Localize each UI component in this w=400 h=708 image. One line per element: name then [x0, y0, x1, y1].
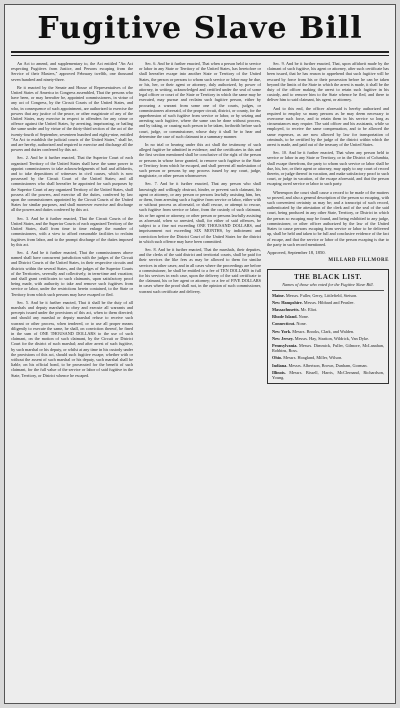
paragraph: An Act to amend, and supplementary to, the Act entitled "An Act respecting Fugitives from Justice, and Persons escaping from the Service of their Masters," approved February twelfth, one thousand seven hundred and ninety-three. — [11, 61, 133, 82]
page-title: Fugitive Slave Bill — [37, 11, 363, 46]
paragraph: In no trial or hearing under this act shall the testimony of such alleged fugitive be admitted in evidence; and the certificates in this and the first section mentioned shall be conclusive of the right of the person or persons in whose favor granted, to remove such fugitive to the State or Territory from which he escaped, and shall prevent all molestation of such person or persons by any process issued by any court, judge, magistrate, or other person whomsoever. — [139, 142, 261, 179]
paragraph: And to this end, the officer aforesaid is hereby authorized and required to employ so many persons as he may deem necessary to overcome such force, and to retain them in his service so long as circumstances may require. The said officer and his assistants, while so employed, to receive the same compensation, and to be allowed the same expenses, as are now allowed by law for transportation of criminals, to be certified by the judge of the district within which the arrest is made, and paid out of the treasury of the United States. — [267, 105, 389, 148]
black-list-subtitle: Names of those who voted for the Fugitive Slave Bill. — [282, 282, 374, 288]
state-label: Illinois. — [272, 369, 286, 375]
list-item — [272, 343, 384, 353]
state-label: Connecticut. — [272, 321, 296, 327]
state-label: New Jersey. — [272, 335, 294, 341]
column-1 — [11, 61, 133, 697]
list-item — [272, 307, 384, 312]
state-label: Ohio. — [272, 355, 283, 361]
names: None. — [298, 314, 310, 320]
list-item — [272, 363, 384, 368]
list-item — [272, 300, 384, 305]
state-label: New Hampshire. — [272, 299, 303, 305]
paragraph: Sec. 4. And be it further enacted, That the commissioners above named shall have concurrent jurisdiction with the judges of the Circuit and District Courts of the United States, in their respective circuits and districts within the several States, and the judges of the Superior Courts of the Territories, severally and collectively, in term-time and vacation; and shall grant certificates to such claimants, upon satisfactory proof being made, with authority to take and remove such fugitives from service or labor, under the restrictions herein contained, to the State or Territory from which such persons may have escaped or fled. — [11, 249, 133, 297]
black-list-title: THE BLACK LIST. — [294, 273, 362, 282]
state-label: New York. — [272, 328, 292, 334]
paragraph: Sec. 3. And be it further enacted, That the Circuit Courts of the United States, and the Superior Courts of each organized Territory of the United States, shall from time to time enlarge the number of commissioners, with a view to afford reasonable facilities to reclaim fugitives from labor, and to the prompt discharge of the duties imposed by this act. — [11, 215, 133, 247]
names: Messrs. Bissell, Harris, McClernand, Richardson, Young. — [272, 369, 384, 380]
state-label: Indiana. — [272, 362, 288, 368]
paragraph: Sec. 6. And be it further enacted, That when a person held to service or labor in any State or Territory of the United States, has heretofore or shall hereafter escape into another State or Territory of the United States, the person or persons to whom such service or labor may be due, or his, her, or their agent or attorney, duly authorized, by power of attorney, in writing, acknowledged and certified under the seal of some legal officer or court of the State or Territory in which the same may be executed, may pursue and reclaim such fugitive person, either by procuring a warrant from some one of the courts, judges, or commissioners aforesaid, of the proper circuit, district, or county, for the apprehension of such fugitive from service or labor, or by seizing and arresting such fugitive, where the same can be done without process, and by taking, or causing such person to be taken, forthwith before such court, judge, or commissioner, whose duty it shall be to hear and determine the case of such claimant in a summary manner. — [139, 61, 261, 139]
title-rule-thin — [11, 55, 389, 56]
list-item — [272, 355, 384, 360]
names: Messrs. Brooks, Clark, and Walden. — [292, 328, 355, 334]
paragraph: Whereupon the court shall cause a record to be made of the matters so proved, and also a general description of the person so escaping, with such convenient certainty as may be; and a transcript of such record, authenticated by the attestation of the clerk and of the seal of the said court, being produced in any other State, Territory, or District in which the person so escaping may be found, and being exhibited to any judge, commissioner, or other officer authorized by the law of the United States to cause persons escaping from service or labor to be delivered up, shall be held and taken to be full and conclusive evidence of the fact of escape, and that the service or labor of the person escaping is due to the party in such record mentioned. — [267, 189, 389, 247]
paragraph: Sec. 7. And be it further enacted, That any person who shall knowingly and willingly obstruct, hinder, or prevent such claimant, his agent or attorney, or any person or persons lawfully assisting him, her, or them, from arresting such a fugitive from service or labor, either with or without process as aforesaid, or shall rescue, or attempt to rescue, such fugitive from service or labor, from the custody of such claimant, his or her agent or attorney, or other person or persons lawfully assisting as aforesaid, when so arrested, shall, for either of said offences, be subject to a fine not exceeding ONE THOUSAND DOLLARS, and imprisonment not exceeding SIX MONTHS, by indictment and conviction before the District Court of the United States for the district in which such offence may have been committed. — [139, 181, 261, 244]
list-item — [272, 321, 384, 326]
list-item — [272, 370, 384, 380]
list-item — [272, 293, 384, 298]
state-label: Massachusetts. — [272, 306, 300, 312]
list-item — [272, 329, 384, 334]
paragraph: Sec. 8. And be it further enacted, That the marshals, their deputies, and the clerks of the said district and territorial courts, shall be paid for their services the like fees as may be allowed to them for similar services in other cases; and in all cases where the proceedings are before a commissioner, he shall be entitled to a fee of TEN DOLLARS in full for his services in each case, upon the delivery of the said certificate to the claimant, his or her agent or attorney; or a fee of FIVE DOLLARS in cases where the proof shall not, in the opinion of such commissioner, warrant such certificate and delivery. — [139, 246, 261, 294]
broadside-page — [4, 4, 396, 704]
names: Messrs. Hoagland, Miller, Wilson. — [283, 355, 343, 361]
paragraph: Be it enacted by the Senate and House of Representatives of the United States of America in Congress assembled, That the persons who have been, or may hereafter be, appointed commissioners, in virtue of any act of Congress, by the Circuit Courts of the United States, and who, in consequence of such appointment, are authorized to exercise the powers that any justice of the peace, or other magistrate of any of the United States, may exercise in respect to offenders for any crime or offence against the United States, by arresting, imprisoning, or bailing the same under and by virtue of the thirty-third section of the act of the twenty-fourth of September, seventeen hundred and eighty-nine, entitled "An Act to establish the judicial courts of the United States," shall be, and are hereby, authorized and required to exercise and discharge all the powers and duties conferred by this act. — [11, 84, 133, 153]
list-item — [272, 336, 384, 341]
signature: MILLARD FILLMORE — [328, 258, 389, 264]
state-label: Rhode Island. — [272, 314, 298, 320]
state-label: Pennsylvania. — [272, 342, 298, 348]
list-item — [272, 314, 384, 319]
title-rule-thick — [11, 51, 389, 53]
names: Mr. Eliot. — [300, 306, 318, 312]
paragraph: Sec. 2. And be it further enacted, That the Superior Court of each organized Territory of the United States shall have the same power to appoint commissioners to take acknowledgments of bail and affidavits, and to take depositions of witnesses in civil causes, which is now possessed by the Circuit Court of the United States; and all commissioners who shall hereafter be appointed for such purposes by the Superior Court of any organized Territory of the United States, shall possess all the powers, and exercise all the duties, conferred by law upon the commissioners appointed by the Circuit Courts of the United States for similar purposes, and shall moreover exercise and discharge all the powers and duties conferred by this act. — [11, 155, 133, 213]
text-columns — [11, 61, 389, 697]
state-label: Maine. — [272, 292, 285, 298]
divider — [272, 290, 384, 291]
black-list-box — [267, 269, 389, 384]
paragraph: Sec. 10. And be it further enacted, That when any person held to service or labor in any State or Territory, or in the District of Columbia, shall escape therefrom, the party to whom such service or labor shall be due, his, her, or their agent or attorney, may apply to any court of record therein, or judge thereof in vacation, and make satisfactory proof to such court, or judge in vacation, of the escape aforesaid, and that the person escaping owed service or labor to such party. — [267, 150, 389, 187]
names: Messrs. Dimmick, Fuller, Gilmore, McLanahan, Robbins, Ross. — [272, 342, 384, 354]
names: Messrs. Hay, Stratton, Wildrick, Van Dyke. — [294, 335, 370, 341]
names: Messrs. Albertson, Brown, Dunham, Gorman. — [288, 362, 368, 368]
column-2 — [139, 61, 261, 697]
approval-date: Approved, September 18, 1850. — [267, 249, 326, 255]
names: Messrs. Hibbard and Peaslee. — [303, 299, 355, 305]
column-3 — [267, 61, 389, 697]
paragraph: Sec. 5. And be it further enacted, That it shall be the duty of all marshals and deputy marshals to obey and execute all warrants and precepts issued under the provisions of this act, when to them directed; and should any marshal or deputy marshal refuse to receive such warrant or other process, when tendered, or to use all proper means diligently to execute the same, he shall, on conviction thereof, be fined in the sum of ONE THOUSAND DOLLARS to the use of such claimant, on the motion of such claimant, by the Circuit or District Court for the district of such marshal; and after arrest of such fugitive, by such marshal or his deputy, or whilst at any time in his custody under the provisions of this act, should such fugitive escape, whether with or without the assent of such marshal or his deputy, such marshal shall be liable, on his official bond, to be prosecuted for the benefit of such claimant, for the full value of the service or labor of said fugitive in the State, Territory, or District whence he escaped. — [11, 299, 133, 378]
names: Messrs. Fuller, Gerry, Littlefield, Stetson. — [285, 292, 358, 298]
paragraph: Sec. 9. And be it further enacted, That, upon affidavit made by the claimant of such fugitive, his agent or attorney, after such certificate has been issued, that he has reason to apprehend that such fugitive will be rescued by force from his or their possession before he can be taken beyond the limits of the State in which the arrest is made, it shall be the duty of the officer making the arrest to retain such fugitive in his custody, and to remove him to the State whence he fled, and there to deliver him to said claimant, his agent, or attorney. — [267, 61, 389, 103]
names: None. — [296, 321, 307, 327]
